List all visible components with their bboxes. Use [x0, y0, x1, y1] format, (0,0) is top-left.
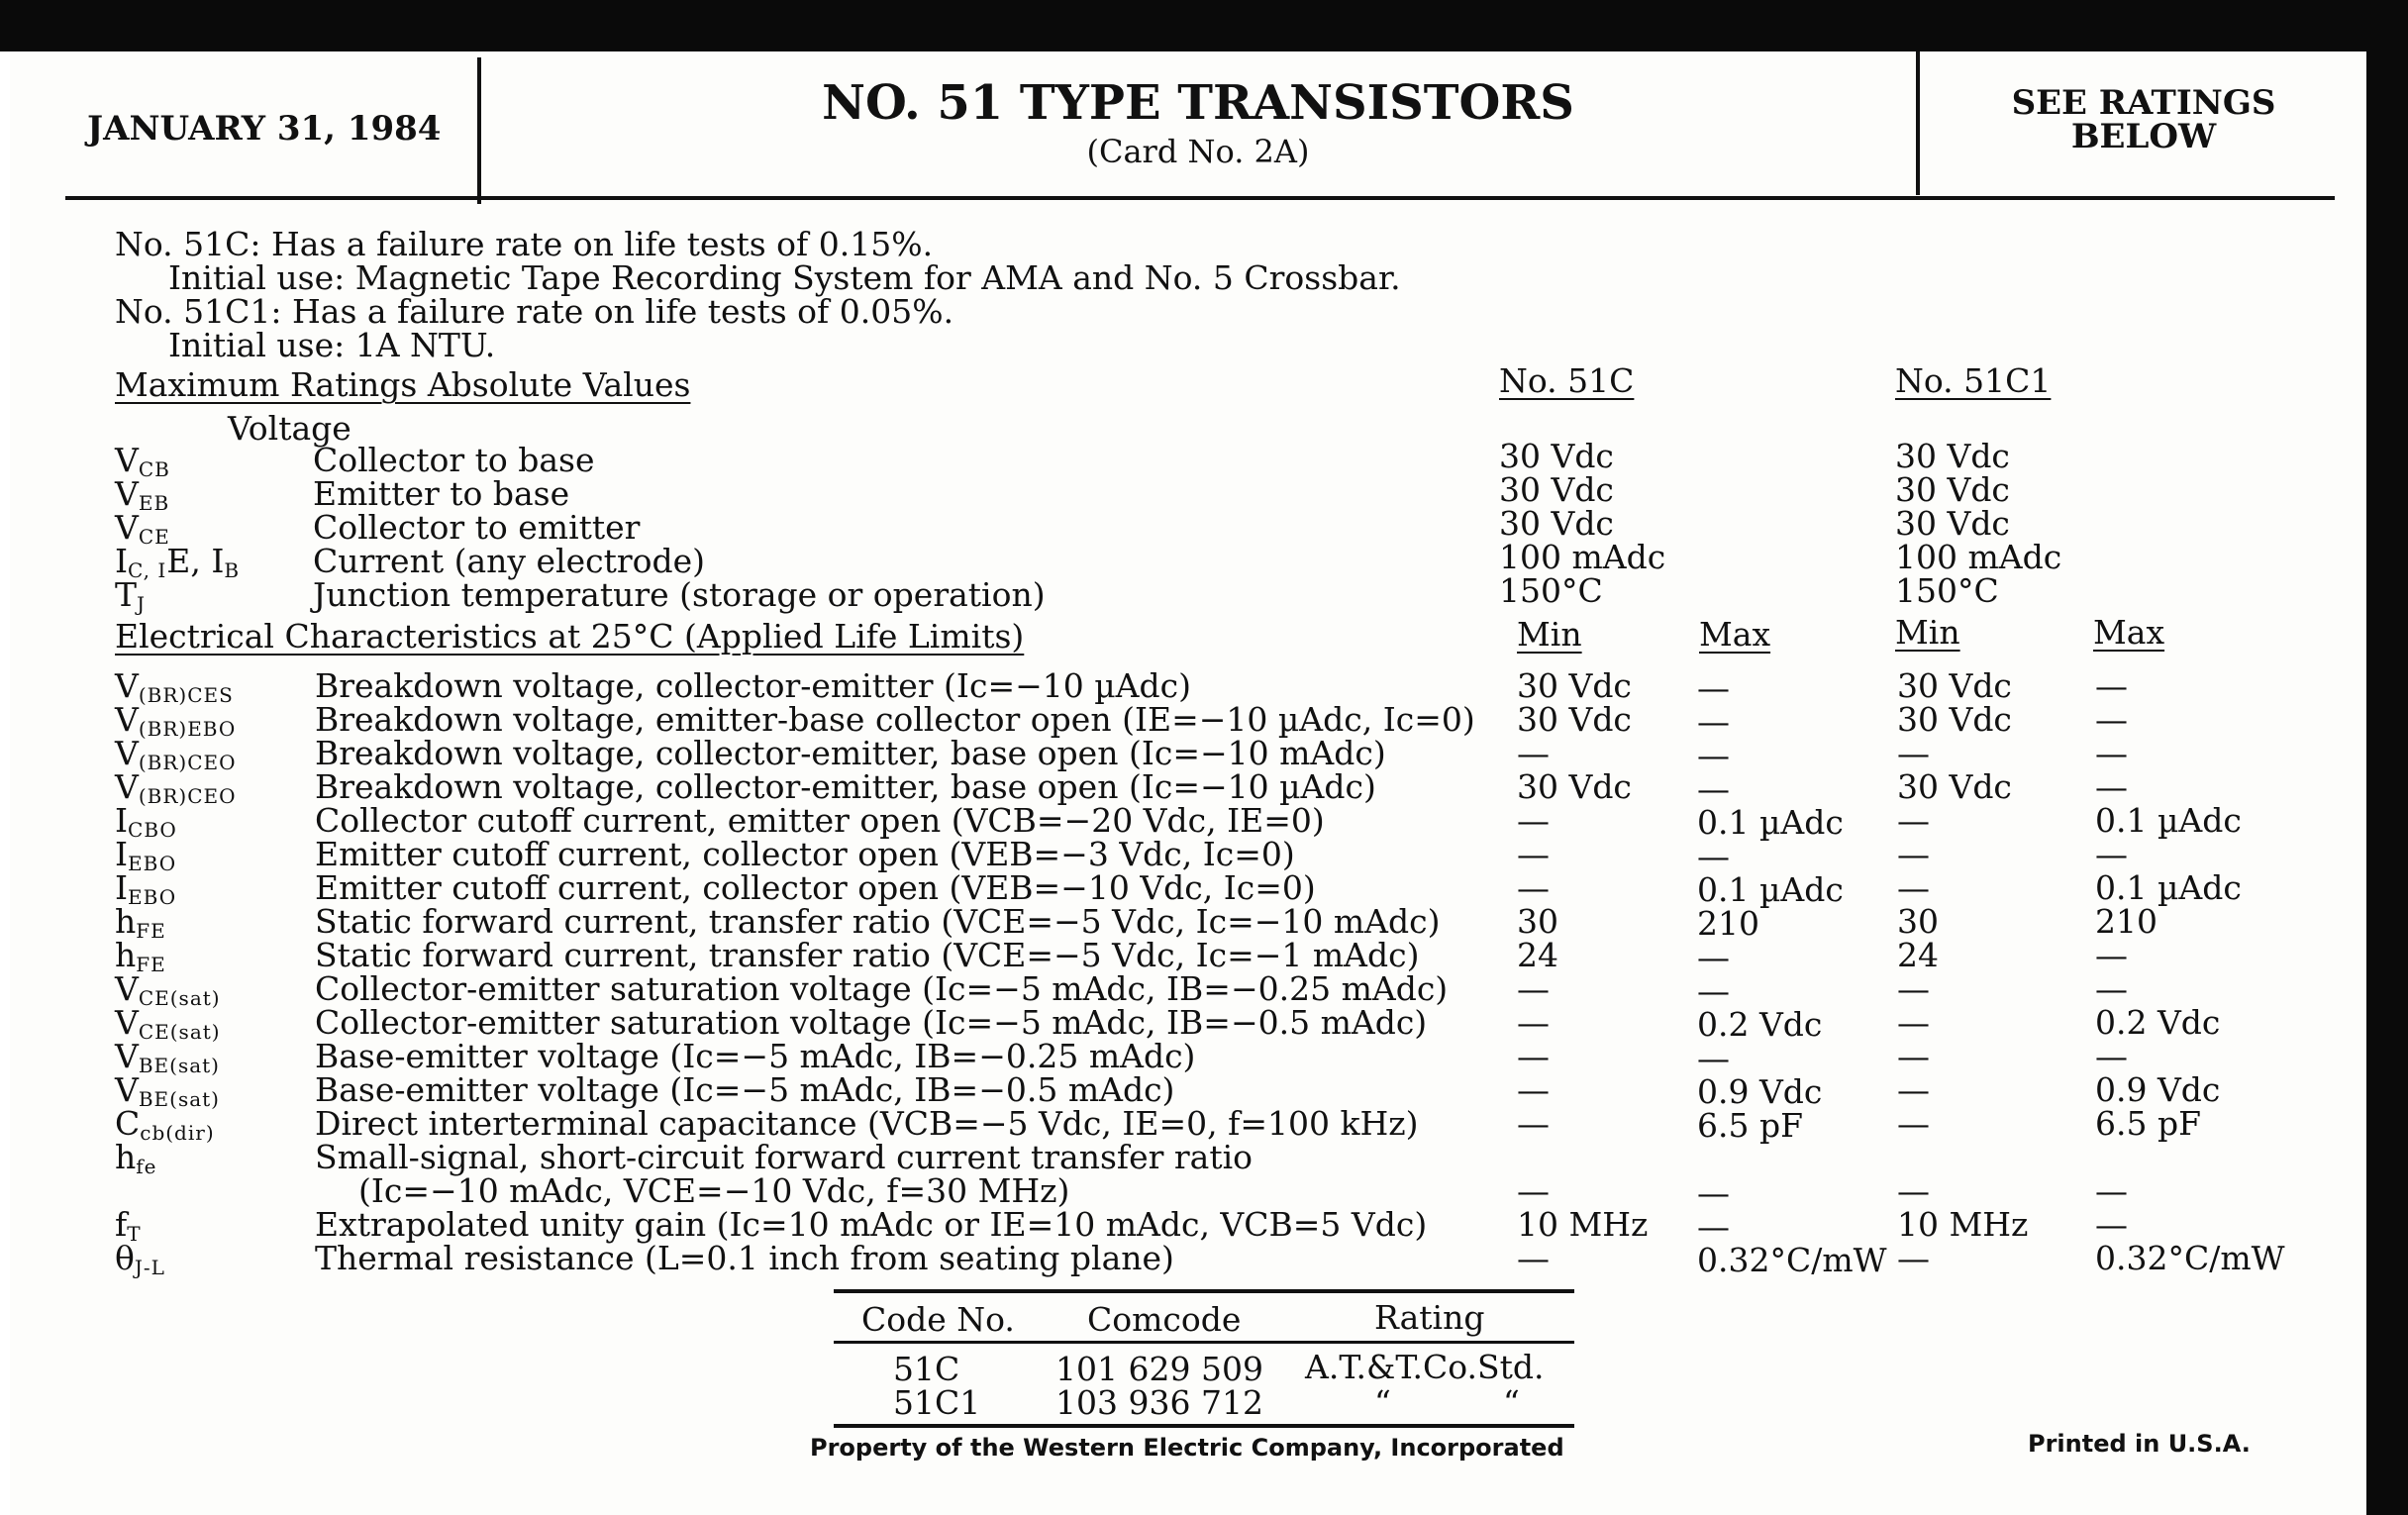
elec-row-8-symbol-letter: h — [115, 936, 137, 974]
elec-row-0-min-51c: 30 Vdc — [1517, 666, 1632, 705]
elec-row-10-symbol-subscript: CE(sat) — [138, 1020, 221, 1044]
elec-row-11-symbol-letter: V — [115, 1037, 139, 1075]
elec-row-10-min-51c: — — [1517, 1003, 1550, 1042]
card-title: NO. 51 TYPE TRANSISTORS — [822, 75, 1574, 131]
max-row-0-symbol-subscript: CB — [138, 457, 170, 481]
max-row-0-51c: 30 Vdc — [1499, 437, 1614, 475]
max-row-4-desc: Junction temperature (storage or operation) — [313, 575, 1046, 614]
elec-row-1-symbol-subscript: (BR)EBO — [138, 717, 237, 741]
elec-row-11-min-51c1: — — [1897, 1037, 1930, 1075]
footer-printed: Printed in U.S.A. — [2028, 1430, 2251, 1458]
elec-row-17-desc: Thermal resistance (L=0.1 inch from seating plane) — [315, 1239, 1174, 1277]
elec-row-12-max-51c1: 0.9 Vdc — [2095, 1070, 2221, 1109]
elec-row-0-min-51c1: 30 Vdc — [1897, 666, 2012, 705]
code-table-top-rule — [834, 1289, 1574, 1293]
elec-row-5-desc: Emitter cutoff current, collector open (VEB=−3 Vdc, Ic=0) — [315, 835, 1295, 873]
elec-row-0-symbol-subscript: (BR)CES — [138, 683, 234, 707]
elec-row-14-desc: Small-signal, short-circuit forward current transfer ratio — [315, 1138, 1254, 1176]
elec-row-11-min-51c: — — [1517, 1037, 1550, 1075]
elec-row-10-max-51c1: 0.2 Vdc — [2095, 1003, 2221, 1042]
elec-row-0-desc: Breakdown voltage, collector-emitter (Ic=−10 µAdc) — [315, 666, 1191, 705]
elec-row-0-symbol-letter: V — [115, 666, 139, 705]
max-row-3-desc: Current (any electrode) — [313, 542, 706, 580]
max-row-2-51c1: 30 Vdc — [1895, 504, 2010, 543]
code-row2-comcode: 103 936 712 — [1055, 1383, 1263, 1422]
elec-row-6-symbol-letter: I — [115, 868, 129, 907]
elec-row-9-max-51c1: — — [2095, 969, 2128, 1008]
elec-row-12-symbol-subscript: BE(sat) — [138, 1087, 220, 1111]
card-subtitle: (Card No. 2A) — [1086, 133, 1310, 170]
elec-row-10-max-51c: 0.2 Vdc — [1697, 1005, 1823, 1044]
intro-51c1-use: Initial use: 1A NTU. — [168, 326, 496, 364]
col-min-51c: Min — [1517, 615, 1582, 654]
elec-row-6-min-51c1: — — [1897, 868, 1930, 907]
elec-row-4-symbol-subscript: CBO — [128, 818, 177, 842]
elec-row-13-min-51c1: — — [1897, 1104, 1930, 1143]
elec-row-4-min-51c: — — [1517, 801, 1550, 840]
electrical-heading: Electrical Characteristics at 25°C (Applied Life Limits) — [115, 617, 1025, 656]
elec-row-3-desc: Breakdown voltage, collector-emitter, base open (Ic=−10 µAdc) — [315, 767, 1376, 806]
right-border — [2366, 0, 2408, 1515]
elec-row-7-min-51c: 30 — [1517, 902, 1558, 941]
intro-51c-use: Initial use: Magnetic Tape Recording System for AMA and No. 5 Crossbar. — [168, 258, 1401, 297]
elec-row-12-min-51c: — — [1517, 1070, 1550, 1109]
elec-row-7-symbol-subscript: FE — [136, 919, 166, 943]
elec-row-8-max-51c1: — — [2095, 936, 2128, 974]
max-row-3-symbol-letter2: E, I — [166, 542, 225, 580]
elec-row-13-desc: Direct interterminal capacitance (VCB=−5 Vdc, IE=0, f=100 kHz) — [315, 1104, 1419, 1143]
max-row-3-symbol-subscript: C, I — [128, 558, 167, 582]
elec-row-2-min-51c1: — — [1897, 734, 1930, 772]
col-header-51c1: No. 51C1 — [1895, 361, 2052, 400]
max-row-2-51c: 30 Vdc — [1499, 504, 1614, 543]
elec-row-16-min-51c1: 10 MHz — [1897, 1205, 2029, 1244]
elec-row-6-max-51c1: 0.1 µAdc — [2095, 868, 2242, 907]
elec-row-14-symbol-subscript: fe — [136, 1155, 157, 1178]
max-row-0-51c1: 30 Vdc — [1895, 437, 2010, 475]
elec-row-11-max-51c1: — — [2095, 1037, 2128, 1075]
code-table-header-rule — [834, 1341, 1574, 1344]
elec-row-3-max-51c: — — [1697, 769, 1730, 808]
elec-row-1-symbol-letter: V — [115, 700, 139, 739]
elec-row-16-max-51c: — — [1697, 1207, 1730, 1246]
elec-row-4-desc: Collector cutoff current, emitter open (VCB=−20 Vdc, IE=0) — [315, 801, 1325, 840]
max-row-0-desc: Collector to base — [313, 441, 595, 479]
elec-row-10-min-51c1: — — [1897, 1003, 1930, 1042]
elec-row-13-max-51c: 6.5 pF — [1697, 1106, 1803, 1145]
code-row2-code: 51C1 — [893, 1383, 981, 1422]
elec-row-5-min-51c: — — [1517, 835, 1550, 873]
elec-row-6-min-51c: — — [1517, 868, 1550, 907]
code-row1-code: 51C — [893, 1350, 960, 1388]
max-row-1-51c: 30 Vdc — [1499, 470, 1614, 509]
elec-row-6-desc: Emitter cutoff current, collector open (VEB=−10 Vdc, Ic=0) — [315, 868, 1316, 907]
elec-row-17-symbol-letter: θ — [115, 1239, 135, 1277]
elec-row-4-max-51c: 0.1 µAdc — [1697, 803, 1844, 842]
elec-row-11-symbol-subscript: BE(sat) — [138, 1054, 220, 1077]
elec-row-17-max-51c1: 0.32°C/mW — [2095, 1239, 2285, 1277]
max-row-4-51c1: 150°C — [1895, 571, 1999, 610]
elec-row-7-symbol-letter: h — [115, 902, 137, 941]
elec-row-1-max-51c: — — [1697, 702, 1730, 741]
voltage-label: Voltage — [228, 409, 351, 448]
elec-row-3-symbol-subscript: (BR)CEO — [138, 784, 237, 808]
max-row-4-51c: 150°C — [1499, 571, 1603, 610]
max-row-3-51c1: 100 mAdc — [1895, 538, 2062, 576]
max-row-1-desc: Emitter to base — [313, 474, 570, 513]
elec-row-14-symbol — [115, 1138, 157, 1183]
elec-row-15-min-51c1: — — [1897, 1171, 1930, 1210]
elec-row-2-max-51c1: — — [2095, 734, 2128, 772]
elec-row-1-min-51c1: 30 Vdc — [1897, 700, 2012, 739]
elec-row-5-max-51c1: — — [2095, 835, 2128, 873]
elec-row-13-symbol-letter: C — [115, 1104, 141, 1143]
max-row-2-desc: Collector to emitter — [313, 508, 641, 547]
elec-row-13-min-51c: — — [1517, 1104, 1550, 1143]
elec-row-3-symbol-letter: V — [115, 767, 139, 806]
elec-row-1-desc: Breakdown voltage, emitter-base collector open (IE=−10 µAdc, Ic=0) — [315, 700, 1475, 739]
elec-row-9-desc: Collector-emitter saturation voltage (Ic=−5 mAdc, IB=−0.25 mAdc) — [315, 969, 1449, 1008]
elec-row-5-symbol-letter: I — [115, 835, 129, 873]
elec-row-9-min-51c1: — — [1897, 969, 1930, 1008]
elec-row-7-max-51c: 210 — [1697, 904, 1759, 943]
max-row-1-symbol-letter: V — [115, 474, 139, 513]
code-row2-rating-ditto2: “ — [1503, 1383, 1520, 1422]
max-row-4-symbol — [115, 575, 147, 621]
elec-row-17-min-51c: — — [1517, 1239, 1550, 1277]
elec-row-4-symbol-letter: I — [115, 801, 129, 840]
max-row-3-symbol-letter: I — [115, 542, 129, 580]
elec-row-15-min-51c: — — [1517, 1171, 1550, 1210]
elec-row-6-max-51c: 0.1 µAdc — [1697, 870, 1844, 909]
elec-row-17-symbol — [115, 1239, 165, 1284]
code-header-comcode: Comcode — [1087, 1300, 1242, 1339]
max-row-2-symbol-subscript: CE — [138, 525, 170, 549]
max-row-0-symbol-letter: V — [115, 441, 139, 479]
elec-row-4-max-51c1: 0.1 µAdc — [2095, 801, 2242, 840]
max-row-3-51c: 100 mAdc — [1499, 538, 1666, 576]
max-row-3-symbol-subscript2: B — [224, 558, 241, 582]
col-max-51c: Max — [1699, 615, 1771, 654]
elec-row-15-desc: (Ic=−10 mAdc, VCE=−10 Vdc, f=30 MHz) — [358, 1171, 1070, 1210]
elec-row-8-max-51c: — — [1697, 938, 1730, 976]
col-header-51c: No. 51C — [1499, 361, 1635, 400]
code-row1-comcode: 101 629 509 — [1055, 1350, 1263, 1388]
elec-row-14-symbol-letter: h — [115, 1138, 137, 1176]
code-row1-rating: A.T.&T.Co.Std. — [1305, 1348, 1545, 1386]
header-rule — [65, 196, 2335, 200]
elec-row-16-symbol-letter: f — [115, 1205, 128, 1244]
elec-row-5-symbol-subscript: EBO — [128, 852, 177, 875]
elec-row-7-desc: Static forward current, transfer ratio (VCE=−5 Vdc, Ic=−10 mAdc) — [315, 902, 1441, 941]
elec-row-13-symbol-subscript: cb(dir) — [140, 1121, 215, 1145]
intro-51c1: No. 51C1: Has a failure rate on life tests of 0.05%. — [115, 292, 954, 331]
elec-row-4-min-51c1: — — [1897, 801, 1930, 840]
elec-row-6-symbol-subscript: EBO — [128, 885, 177, 909]
elec-row-16-min-51c: 10 MHz — [1517, 1205, 1649, 1244]
elec-row-8-desc: Static forward current, transfer ratio (VCE=−5 Vdc, Ic=−1 mAdc) — [315, 936, 1420, 974]
max-row-2-symbol-letter: V — [115, 508, 139, 547]
code-header-rating: Rating — [1374, 1298, 1485, 1337]
max-row-4-symbol-subscript: J — [137, 592, 147, 616]
elec-row-16-desc: Extrapolated unity gain (Ic=10 mAdc or IE=10 mAdc, VCB=5 Vdc) — [315, 1205, 1428, 1244]
elec-row-0-max-51c1: — — [2095, 666, 2128, 705]
elec-row-7-min-51c1: 30 — [1897, 902, 1939, 941]
max-row-1-symbol-subscript: EB — [138, 491, 170, 515]
elec-row-16-max-51c1: — — [2095, 1205, 2128, 1244]
elec-row-7-max-51c1: 210 — [2095, 902, 2157, 941]
elec-row-17-min-51c1: — — [1897, 1239, 1930, 1277]
elec-row-5-min-51c1: — — [1897, 835, 1930, 873]
elec-row-2-min-51c: — — [1517, 734, 1550, 772]
elec-row-17-symbol-subscript: J-L — [134, 1256, 165, 1279]
footer-property: Property of the Western Electric Company, Incorporated — [810, 1434, 1564, 1462]
code-table-bottom-rule — [834, 1424, 1574, 1428]
elec-row-9-max-51c: — — [1697, 971, 1730, 1010]
elec-row-9-symbol-letter: V — [115, 969, 139, 1008]
elec-row-15-max-51c: — — [1697, 1173, 1730, 1212]
elec-row-12-desc: Base-emitter voltage (Ic=−5 mAdc, IB=−0.5 mAdc) — [315, 1070, 1175, 1109]
elec-row-11-desc: Base-emitter voltage (Ic=−5 mAdc, IB=−0.25 mAdc) — [315, 1037, 1196, 1075]
elec-row-3-min-51c1: 30 Vdc — [1897, 767, 2012, 806]
elec-row-2-desc: Breakdown voltage, collector-emitter, base open (Ic=−10 mAdc) — [315, 734, 1386, 772]
elec-row-12-symbol-letter: V — [115, 1070, 139, 1109]
max-ratings-heading: Maximum Ratings Absolute Values — [115, 365, 691, 404]
elec-row-8-min-51c: 24 — [1517, 936, 1558, 974]
max-row-1-51c1: 30 Vdc — [1895, 470, 2010, 509]
header-divider-right — [1916, 51, 1920, 195]
intro-51c: No. 51C: Has a failure rate on life tests of 0.15%. — [115, 225, 934, 263]
col-min-51c1: Min — [1895, 613, 1960, 652]
elec-row-1-max-51c1: — — [2095, 700, 2128, 739]
card-date: JANUARY 31, 1984 — [87, 109, 442, 149]
code-header-code: Code No. — [861, 1300, 1015, 1339]
elec-row-2-symbol-letter: V — [115, 734, 139, 772]
elec-row-3-max-51c1: — — [2095, 767, 2128, 806]
elec-row-8-symbol-subscript: FE — [136, 953, 166, 976]
top-border — [0, 0, 2408, 51]
col-max-51c1: Max — [2093, 613, 2165, 652]
elec-row-2-symbol-subscript: (BR)CEO — [138, 751, 237, 774]
code-row2-rating-ditto1: “ — [1374, 1383, 1391, 1422]
elec-row-13-max-51c1: 6.5 pF — [2095, 1104, 2201, 1143]
elec-row-17-max-51c: 0.32°C/mW — [1697, 1241, 1887, 1279]
elec-row-9-min-51c: — — [1517, 969, 1550, 1008]
elec-row-9-symbol-subscript: CE(sat) — [138, 986, 221, 1010]
elec-row-1-min-51c: 30 Vdc — [1517, 700, 1632, 739]
elec-row-11-max-51c: — — [1697, 1039, 1730, 1077]
ratings-note-line2: BELOW — [2070, 117, 2217, 156]
elec-row-10-desc: Collector-emitter saturation voltage (Ic=−5 mAdc, IB=−0.5 mAdc) — [315, 1003, 1428, 1042]
elec-row-12-max-51c: 0.9 Vdc — [1697, 1072, 1823, 1111]
ratings-note-line1: SEE RATINGS — [2011, 83, 2276, 123]
elec-row-16-symbol-subscript: T — [127, 1222, 142, 1246]
elec-row-5-max-51c: — — [1697, 837, 1730, 875]
max-row-4-symbol-letter: T — [115, 575, 138, 614]
elec-row-3-min-51c: 30 Vdc — [1517, 767, 1632, 806]
elec-row-15-max-51c1: — — [2095, 1171, 2128, 1210]
elec-row-8-min-51c1: 24 — [1897, 936, 1939, 974]
elec-row-12-min-51c1: — — [1897, 1070, 1930, 1109]
elec-row-2-max-51c: — — [1697, 736, 1730, 774]
elec-row-10-symbol-letter: V — [115, 1003, 139, 1042]
elec-row-0-max-51c: — — [1697, 668, 1730, 707]
